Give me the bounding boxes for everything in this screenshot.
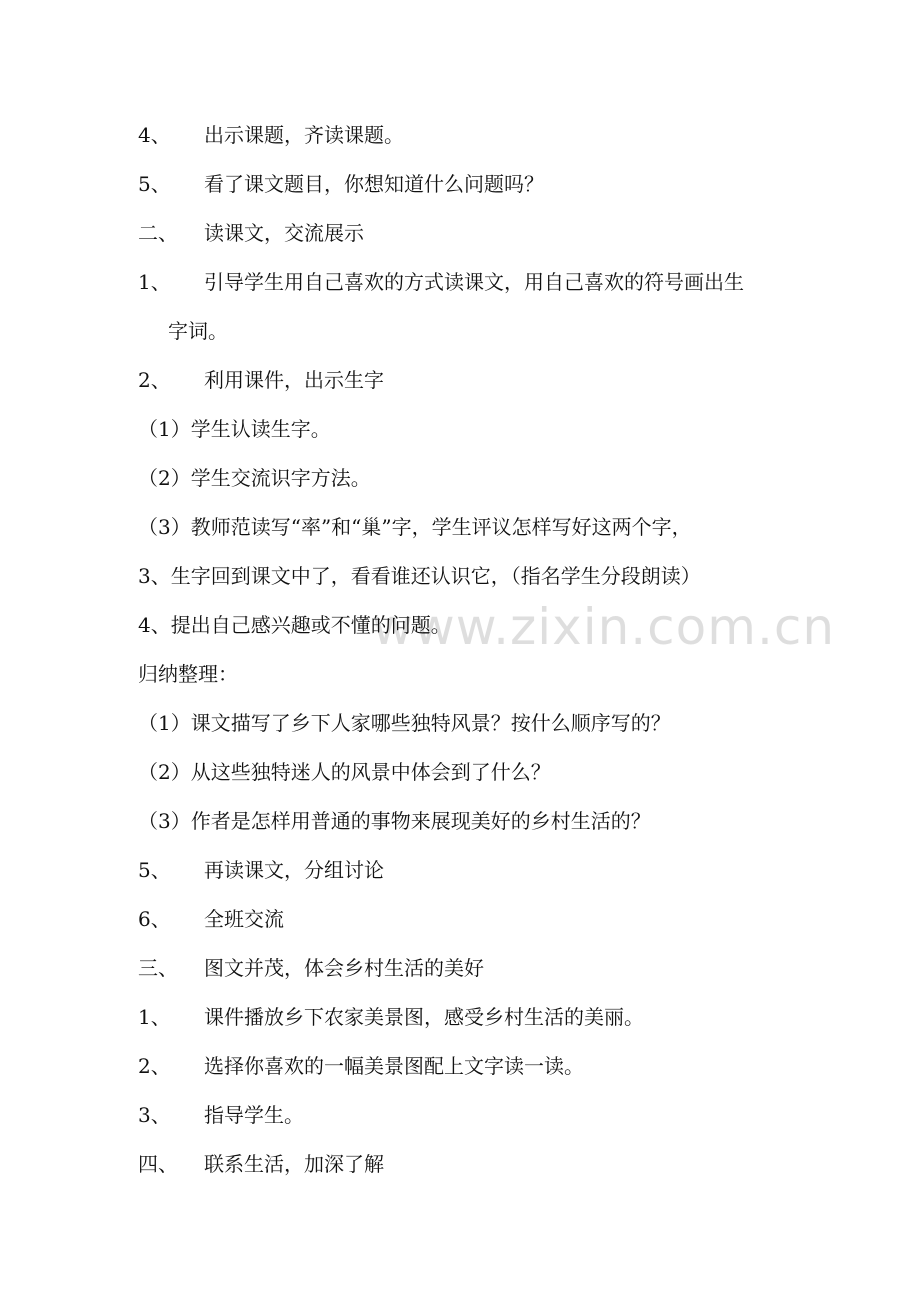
item-number: 4、 (138, 123, 171, 147)
item-text: 3、生字回到课文中了，看看谁还认识它，（指名学生分段朗读） (138, 564, 701, 588)
item-text: 出示课题，齐读课题。 (204, 123, 404, 147)
item-text: （2）学生交流识字方法。 (138, 466, 371, 490)
item-text: 利用课件，出示生字 (204, 368, 384, 392)
item-text: 课件播放乡下农家美景图，感受乡村生活的美丽。 (204, 1005, 644, 1029)
item-number: 1、 (138, 1005, 171, 1029)
item-text: 引导学生用自己喜欢的方式读课文，用自己喜欢的符号画出生 (204, 270, 744, 294)
item-number: 2、 (138, 368, 171, 392)
watermark-text: www.zixin.com.cn (372, 598, 836, 656)
item-text: 看了课文题目，你想知道什么问题吗？ (204, 172, 544, 196)
item-number: 6、 (138, 907, 171, 931)
section-number: 四、 (138, 1152, 178, 1176)
item-text: 字词。 (168, 319, 228, 343)
item-text: 全班交流 (204, 907, 284, 931)
item-number: 5、 (138, 858, 171, 882)
item-number: 3、 (138, 1103, 171, 1127)
item-text: 再读课文，分组讨论 (204, 858, 384, 882)
item-text: （3）教师范读写“率”和“巢”字，学生评议怎样写好这两个字， (138, 515, 692, 539)
section-text: 联系生活，加深了解 (204, 1152, 384, 1176)
item-text: 归纳整理： (138, 662, 238, 686)
item-text: （1）课文描写了乡下人家哪些独特风景？按什么顺序写的？ (138, 711, 671, 735)
item-text: （2）从这些独特迷人的风景中体会到了什么？ (138, 760, 551, 784)
section-number: 三、 (138, 956, 178, 980)
section-text: 图文并茂，体会乡村生活的美好 (204, 956, 484, 980)
item-text: （1）学生认读生字。 (138, 417, 331, 441)
item-text: 4、提出自己感兴趣或不懂的问题。 (138, 613, 451, 637)
item-text: （3）作者是怎样用普通的事物来展现美好的乡村生活的？ (138, 809, 651, 833)
item-number: 2、 (138, 1054, 171, 1078)
item-text: 选择你喜欢的一幅美景图配上文字读一读。 (204, 1054, 584, 1078)
section-text: 读课文，交流展示 (204, 221, 364, 245)
section-number: 二、 (138, 221, 178, 245)
item-text: 指导学生。 (204, 1103, 304, 1127)
item-number: 1、 (138, 270, 171, 294)
item-number: 5、 (138, 172, 171, 196)
